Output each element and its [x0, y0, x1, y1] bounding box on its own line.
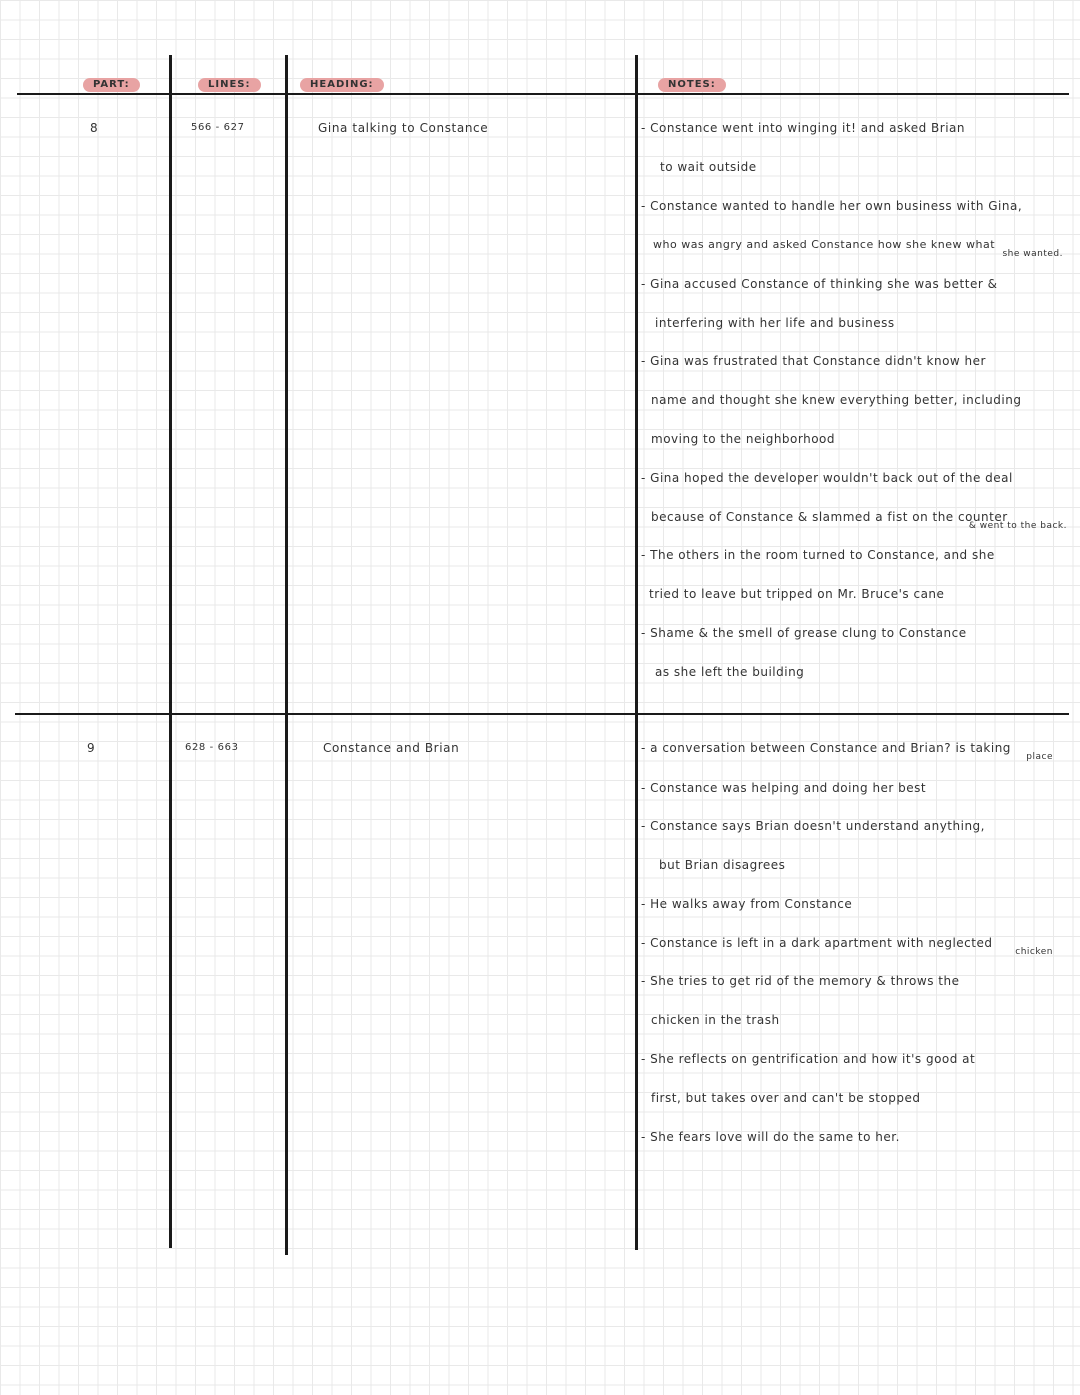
- note-text: - Gina hoped the developer wouldn't back out of the deal: [641, 471, 1013, 485]
- row-heading: Constance and Brian: [323, 741, 460, 755]
- note-text: - Shame & the smell of grease clung to Constance: [641, 626, 967, 640]
- note-text: - Constance was helping and doing her best: [641, 781, 927, 795]
- note-text: - She reflects on gentrification and how it's good at: [641, 1052, 976, 1066]
- note-text-cont: to wait outside: [660, 160, 757, 174]
- note-item: [641, 741, 1071, 762]
- row-part: 9: [87, 741, 96, 755]
- note-text: - She fears love will do the same to her.: [641, 1130, 900, 1144]
- row-divider: [15, 713, 1069, 715]
- note-text-cont: interfering with her life and business: [655, 316, 895, 330]
- header-heading: HEADING:: [300, 78, 384, 92]
- note-item: [641, 199, 1071, 259]
- note-item: [641, 1052, 1071, 1105]
- row-heading: Gina talking to Constance: [318, 121, 489, 135]
- note-item: [641, 781, 1071, 795]
- column-divider-heading: [285, 55, 288, 1255]
- note-text-cont: who was angry and asked Constance how she knew what: [653, 238, 996, 251]
- note-text-sub: place: [1026, 752, 1053, 762]
- header-lines: LINES:: [198, 78, 261, 92]
- note-item: [641, 626, 1071, 679]
- note-text: - Constance went into winging it! and asked Brian: [641, 121, 966, 135]
- column-divider-lines: [169, 55, 172, 1248]
- note-text: - Constance wanted to handle her own business with Gina,: [641, 199, 1023, 213]
- note-text: - Constance says Brian doesn't understand anything,: [641, 819, 985, 833]
- note-item: [641, 1130, 1071, 1144]
- header-part: PART:: [83, 78, 140, 92]
- row-lines: 628 - 663: [185, 742, 239, 753]
- note-text-sub: she wanted.: [1002, 249, 1063, 259]
- note-text: - He walks away from Constance: [641, 897, 853, 911]
- note-text-cont: tried to leave but tripped on Mr. Bruce's cane: [649, 587, 945, 601]
- note-item: [641, 936, 1071, 957]
- note-item: [641, 471, 1071, 531]
- note-item: [641, 819, 1071, 872]
- note-text-cont: first, but takes over and can't be stopped: [651, 1091, 921, 1105]
- note-text: - Gina was frustrated that Constance didn't know her: [641, 354, 986, 368]
- note-text-sub: chicken: [1015, 947, 1053, 957]
- note-item: [641, 277, 1071, 330]
- row-lines: 566 - 627: [191, 122, 245, 133]
- note-text: - Constance is left in a dark apartment with neglected: [641, 936, 993, 950]
- note-text-cont: name and thought she knew everything better, including: [651, 393, 1022, 407]
- note-text-cont: as she left the building: [655, 665, 805, 679]
- note-item: [641, 354, 1071, 446]
- row-part: 8: [90, 121, 99, 135]
- note-item: [641, 897, 1071, 911]
- note-text-cont: chicken in the trash: [651, 1013, 780, 1027]
- header-notes: NOTES:: [658, 78, 726, 92]
- note-text: - She tries to get rid of the memory & throws the: [641, 974, 960, 988]
- header-rule: [17, 93, 1069, 95]
- note-text-cont: moving to the neighborhood: [651, 432, 836, 446]
- note-text: - The others in the room turned to Constance, and she: [641, 548, 995, 562]
- column-divider-notes: [635, 55, 638, 1250]
- note-text-sub: & went to the back.: [968, 521, 1067, 531]
- note-text-cont: but Brian disagrees: [659, 858, 786, 872]
- note-item: [641, 974, 1071, 1027]
- note-item: [641, 121, 1071, 174]
- note-text-cont: because of Constance & slammed a fist on the counter: [651, 510, 1008, 524]
- note-item: [641, 548, 1071, 601]
- note-text: - Gina accused Constance of thinking she was better &: [641, 277, 998, 291]
- note-text: - a conversation between Constance and Brian? is taking: [641, 741, 1011, 755]
